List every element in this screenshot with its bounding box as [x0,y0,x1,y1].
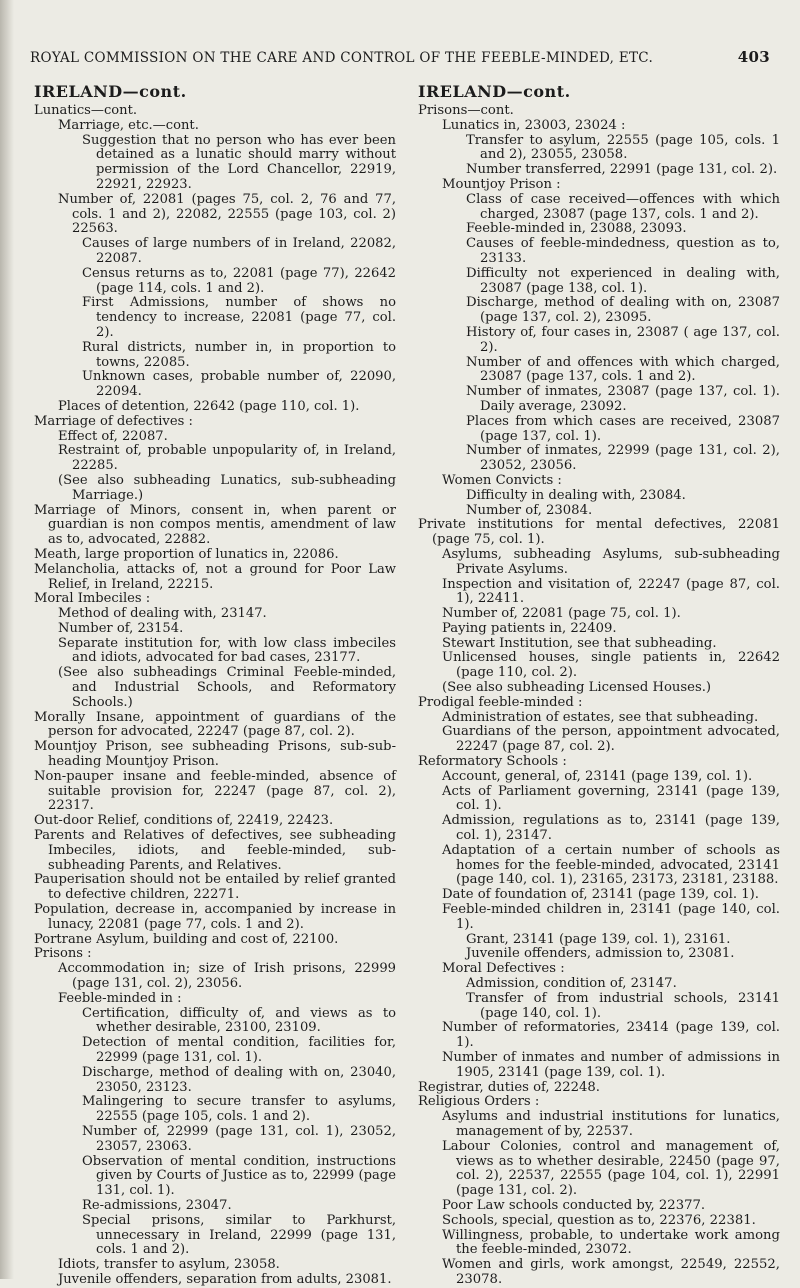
index-entry: Pauperisation should not be entailed by relief granted to defective children, 22271. [34,872,396,903]
index-entry: Portrane Asylum, building and cost of, 22100. [34,931,339,947]
index-entry: Discharge, method of dealing with on, 23040, 23050, 23123. [82,1064,396,1095]
left-column-heading: IRELAND—cont. [34,82,187,101]
index-entry: Admission, condition of, 23147. [466,976,677,992]
index-entry: History of, four cases in, 23087 ( age 137, col. 2). [466,324,780,355]
index-entry: Number of, 23084. [466,502,593,518]
index-entry: Number of inmates, 23087 (page 137, col. 1). Daily average, 23092. [466,384,780,414]
index-entry: Acts of Parliament governing, 23141 (page 139, col. 1). [442,783,780,814]
index-entry: Non-pauper insane and feeble-minded, absence of suitable provision for, 22247 (page 87, col. 2), 22317. [34,768,396,814]
index-entry: Mountjoy Prison, see subheading Prisons, sub-sub-heading Mountjoy Prison. [34,739,396,770]
index-entry: Prisons : [34,946,92,962]
index-entry: Asylums, subheading Asylums, sub-subheading Private Asylums. [442,546,780,577]
index-entry: Stewart Institution, see that subheading. [442,635,717,651]
index-entry: Places from which cases are received, 23087 (page 137, col. 1). [466,413,780,444]
page-gutter-shadow [0,0,14,1279]
index-entry: Adaptation of a certain number of schools as homes for the feeble-minded, advocated, 23141 (page 140, col. 1), 23165, 23173, 23181, 23188. [442,842,780,888]
index-entry: Number of inmates and number of admissions in 1905, 23141 (page 139, col. 1). [442,1050,780,1080]
index-entry: (See also subheading Lunatics, sub-subheading Marriage.) [58,472,396,503]
index-entry: (See also subheading Licensed Houses.) [442,680,712,696]
index-entry: Number of, 22999 (page 131, col. 1), 23052, 23057, 23063. [82,1123,396,1154]
index-entry: Schools, special, question as to, 22376, 22381. [442,1212,756,1228]
index-entry: Lunatics—cont. [34,103,138,118]
index-entry: Special prisons, similar to Parkhurst, unnecessary in Ireland, 22999 (page 131, cols. 1 and 2). [82,1212,396,1258]
index-entry: Grant, 23141 (page 139, col. 1), 23161. [466,931,731,947]
right-column [418,82,780,1288]
index-entry: Private institutions for mental defectives, 22081 (page 75, col. 1). [418,517,780,548]
index-entry: Transfer of from industrial schools, 23141 (page 140, col. 1). [466,990,780,1021]
index-entry: Asylums and industrial institutions for lunatics, management of by, 22537. [442,1109,780,1139]
index-entry: Labour Colonies, control and management of, views as to whether desirable, 22450 (page 97, col. 2), 22537, 22555 (page 104, col. 1), 22991 (page 131, col. 2). [442,1138,780,1199]
index-entry: Class of case received—offences with which charged, 23087 (page 137, cols. 1 and 2). [466,191,780,222]
index-entry: Difficulty not experienced in dealing with, 23087 (page 138, col. 1). [466,265,780,296]
index-entry: Marriage, etc.—cont. [58,117,199,133]
running-head-title: ROYAL COMMISSION ON THE CARE AND CONTROL OF THE FEEBLE-MINDED, ETC. [30,50,654,66]
index-entry: Parents and Relatives of defectives, see subheading Imbeciles, idiots, and feeble-minded, sub-subheading Parents, and Relatives. [34,828,396,873]
left-column [34,82,396,1288]
index-entry: Number of, 22081 (page 75, col. 1). [442,606,681,622]
page-number: 403 [737,48,770,66]
index-entry: Re-admissions, 23047. [82,1197,232,1213]
index-entry: Religious Orders : [418,1094,540,1110]
index-entry: Malingering to secure transfer to asylums, 22555 (page 105, cols. 1 and 2). [82,1094,396,1125]
index-entry: Registrar, duties of, 22248. [418,1079,600,1095]
index-entry: Certification, difficulty of, and views as to whether desirable, 23100, 23109. [82,1005,396,1036]
index-entry: Number of and offences with which charged, 23087 (page 137, cols. 1 and 2). [466,354,780,385]
index-entry: Feeble-minded children in, 23141 (page 140, col. 1). [442,902,780,932]
index-entry: Causes of feeble-mindedness, question as to, 23133. [466,236,780,266]
index-entry: Out-door Relief, conditions of, 22419, 22423. [34,813,334,829]
index-entry: Melancholia, attacks of, not a ground for Poor Law Relief, in Ireland, 22215. [34,561,396,592]
index-entry: Rural districts, number in, in proportion to towns, 22085. [82,339,396,370]
index-entry: Admission, regulations as to, 23141 (page 139, col. 1), 23147. [442,813,780,844]
index-entry: Reformatory Schools : [418,754,567,770]
index-entry: Observation of mental condition, instructions given by Courts of Justice as to, 22999 (page 131, col. 1). [82,1153,396,1199]
index-entry: Moral Defectives : [442,961,565,977]
index-entry: Detection of mental condition, facilities for, 22999 (page 131, col. 1). [82,1035,396,1065]
index-entry: Feeble-minded in : [58,990,182,1006]
index-entry: Population, decrease in, accompanied by increase in lunacy, 22081 (page 77, cols. 1 and 2). [34,902,396,932]
index-entry: Marriage of defectives : [34,413,193,429]
index-entry: Juvenile offenders, separation from adults, 23081. [58,1271,392,1287]
index-entry: Date of foundation of, 23141 (page 139, col. 1). [442,887,759,903]
index-entry: Number of inmates, 22999 (page 131, col. 2), 23052, 23056. [466,443,780,474]
index-entry: Mountjoy Prison : [442,176,561,192]
index-entry: Places of detention, 22642 (page 110, col. 1). [58,398,360,414]
index-entry: Number of, 23154. [58,620,184,636]
index-entry: Feeble-minded in, 23088, 23093. [466,221,687,237]
index-entry: Marriage of Minors, consent in, when parent or guardian is non compos mentis, amendment of law as to, advocated, 22882. [34,502,396,548]
index-entry: Census returns as to, 22081 (page 77), 22642 (page 114, cols. 1 and 2). [82,265,396,296]
index-entry: Causes of large numbers of in Ireland, 22082, 22087. [82,236,396,266]
index-entry: Morally Insane, appointment of guardians of the person for advocated, 22247 (page 87, col. 2). [34,709,396,740]
index-entry: Accommodation in; size of Irish prisons, 22999 (page 131, col. 2), 23056. [58,961,396,992]
index-entry: Women Convicts : [442,472,562,488]
index-entry: Unknown cases, probable number of, 22090, 22094. [82,369,396,400]
index-entry: Transfer to asylum, 22555 (page 105, cols. 1 and 2), 23055, 23058. [466,132,780,163]
index-entry: Number transferred, 22991 (page 131, col. 2). [466,162,778,178]
index-entry: First Admissions, number of shows no tendency to increase, 22081 (page 77, col. 2). [82,295,396,340]
index-entry: Administration of estates, see that subheading. [442,709,759,725]
right-column-heading: IRELAND—cont. [418,82,571,101]
index-entry: (See also subheadings Criminal Feeble-minded, and Industrial Schools, and Reformatory Schools.) [58,665,396,710]
index-entry: Difficulty in dealing with, 23084. [466,487,686,503]
index-entry: Unlicensed houses, single patients in, 22642 (page 110, col. 2). [442,650,780,681]
index-entry: Inspection and visitation of, 22247 (page 87, col. 1), 22411. [442,576,780,607]
index-entry: Suggestion that no person who has ever been detained as a lunatic should marry without permission of the Lord Chancellor, 22919, 22921, 22923. [82,132,396,192]
index-entry: Poor Law schools conducted by, 22377. [442,1197,706,1213]
index-entry: Moral Imbeciles : [34,591,151,607]
index-entry: Prodigal feeble-minded : [418,694,583,710]
index-entry: Effect of, 22087. [58,428,168,444]
index-entry: Account, general, of, 23141 (page 139, col. 1). [442,768,753,784]
index-entry: Idiots, transfer to asylum, 23058. [58,1257,280,1273]
index-entry: Discharge, method of dealing with on, 23087 (page 137, col. 2), 23095. [466,295,780,326]
index-entry: Willingness, probable, to undertake work among the feeble-minded, 23072. [442,1227,780,1258]
index-entry: Lunatics in, 23003, 23024 : [442,117,626,133]
index-entry: Guardians of the person, appointment advocated, 22247 (page 87, col. 2). [442,724,780,755]
index-entry: Women and girls, work amongst, 22549, 22552, 23078. [442,1257,780,1287]
index-entry: Juvenile offenders, admission to, 23081. [466,946,735,962]
index-entry: Prisons—cont. [418,103,514,118]
index-entry: Number of, 22081 (pages 75, col. 2, 76 and 77, cols. 1 and 2), 22082, 22555 (page 103, col. 2) 22563. [58,191,396,237]
index-entry: Paying patients in, 22409. [442,620,617,636]
index-entry: Restraint of, probable unpopularity of, in Ireland, 22285. [58,443,396,474]
index-entry: Number of reformatories, 23414 (page 139, col. 1). [442,1020,780,1051]
index-entry: Separate institution for, with low class imbeciles and idiots, advocated for bad cases, 23177. [58,635,396,666]
index-entry: Method of dealing with, 23147. [58,606,267,622]
index-entry: Meath, large proportion of lunatics in, 22086. [34,546,339,562]
